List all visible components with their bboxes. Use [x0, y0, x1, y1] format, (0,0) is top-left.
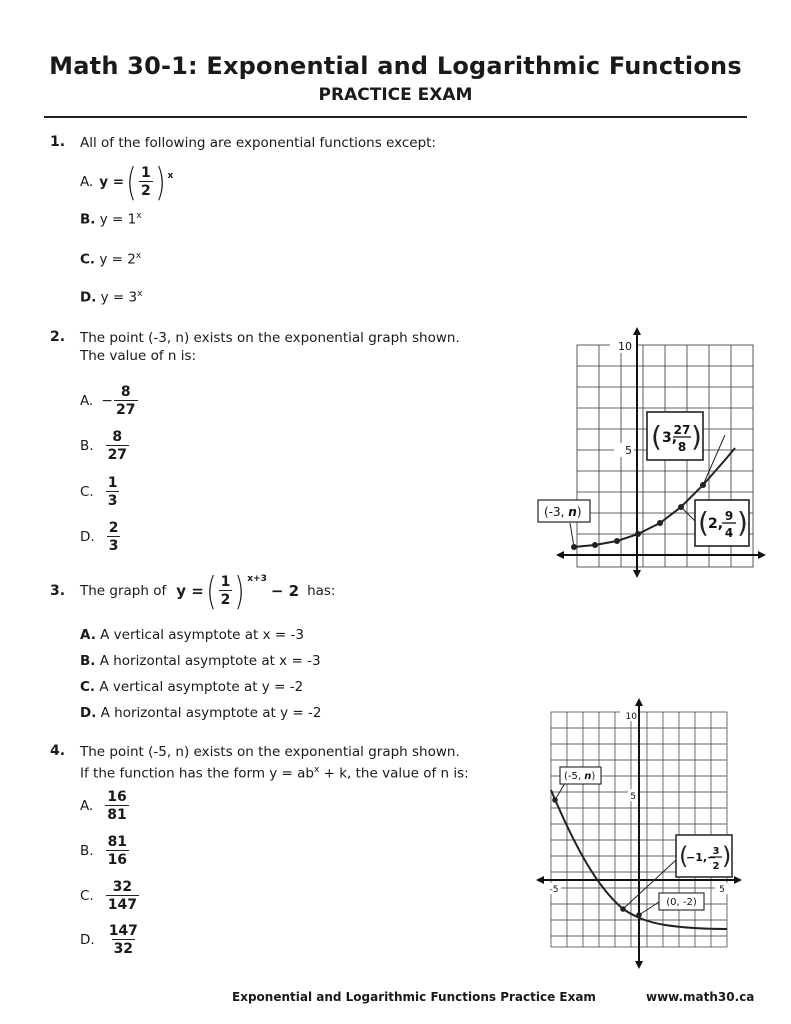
- q2-x-arrow-left-icon: [556, 551, 564, 559]
- q3-d-text: A horizontal asymptote at y = -2: [100, 705, 322, 721]
- q4-text-line1: The point (-5, n) exists on the exponential graph shown.: [80, 744, 460, 760]
- svg-text:2: 2: [712, 861, 720, 872]
- q2-label-p1: [647, 412, 703, 460]
- q4-y-arrow-down-icon: [635, 961, 643, 969]
- q1-a-lhs: y =: [99, 174, 125, 190]
- q1-option-d: [80, 289, 142, 306]
- option-letter: B.: [80, 211, 96, 228]
- header-divider: [44, 116, 747, 118]
- q3-number: 3.: [50, 583, 66, 599]
- fraction-denominator: 27: [116, 402, 136, 418]
- q4-line2-exp: x: [314, 765, 320, 775]
- q4-x-tick-neg5: -5: [549, 885, 559, 895]
- svg-text:(-5, n): (-5, n): [564, 771, 596, 782]
- q1-option-c: [80, 251, 141, 268]
- q2-option-c: [80, 475, 119, 509]
- fraction-numerator: 16: [107, 789, 127, 805]
- q4-a-fraction: [105, 789, 128, 823]
- q1-c-base: y = 2: [99, 251, 136, 268]
- q4-label-intercept: [659, 893, 704, 910]
- fraction-numerator: 32: [112, 879, 133, 895]
- option-letter: A.: [80, 798, 94, 814]
- left-paren: (: [206, 569, 217, 613]
- option-letter: A.: [80, 174, 94, 190]
- q4-line2-post: + k, the value of n is:: [319, 765, 469, 782]
- svg-text:): ): [691, 420, 702, 453]
- svg-text:3,: 3,: [662, 430, 678, 446]
- q3-suffix: has:: [307, 583, 336, 599]
- fraction-numerator: 1: [220, 574, 231, 590]
- page-subtitle: PRACTICE EXAM: [318, 85, 473, 105]
- q4-y-tick-5: 5: [630, 792, 636, 802]
- option-letter: C.: [80, 251, 96, 268]
- q2-graph: [530, 325, 770, 580]
- right-paren: ): [234, 569, 245, 613]
- q3-prefix: The graph of: [80, 583, 167, 599]
- svg-text:(-3, n): (-3, n): [544, 505, 582, 519]
- option-letter: B.: [80, 843, 94, 859]
- footer-website: www.math30.ca: [646, 990, 755, 1004]
- fraction-numerator: 1: [107, 475, 118, 491]
- q2-a-fraction: [114, 384, 137, 418]
- q4-y-tick-10: 10: [625, 712, 637, 722]
- option-letter: A.: [80, 393, 94, 409]
- option-letter: C.: [80, 484, 94, 500]
- svg-text:−1,−: −1,−: [686, 851, 717, 864]
- q2-option-b: [80, 429, 129, 463]
- option-letter: B.: [80, 653, 96, 669]
- q4-y-arrow-icon: [635, 698, 643, 706]
- q1-c-exponent: x: [135, 251, 142, 261]
- q1-text: All of the following are exponential functions except:: [80, 135, 436, 151]
- fraction-numerator: 147: [108, 923, 138, 939]
- q4-text-line2: [80, 761, 469, 783]
- q4-x-arrow-left-icon: [536, 876, 544, 884]
- page-title: Math 30-1: Exponential and Logarithmic Functions: [49, 52, 742, 80]
- svg-text:8: 8: [677, 440, 687, 454]
- svg-text:3: 3: [712, 846, 720, 857]
- svg-text:27: 27: [673, 423, 691, 437]
- q4-c-fraction: [106, 879, 139, 913]
- q1-d-exponent: x: [137, 289, 143, 299]
- q2-y-arrow-icon: [633, 327, 641, 335]
- fraction-denominator: 81: [107, 807, 127, 823]
- q1-a-fraction: [139, 165, 153, 199]
- q2-text-line1: The point (-3, n) exists on the exponential graph shown.: [80, 330, 460, 346]
- fraction-denominator: 27: [107, 447, 128, 463]
- q2-a-sign: −: [101, 393, 114, 409]
- q3-text: [80, 568, 335, 614]
- q4-option-d: [80, 923, 140, 957]
- q3-option-a: [80, 627, 304, 643]
- fraction-denominator: 3: [107, 493, 118, 509]
- q1-number: 1.: [50, 134, 66, 150]
- q3-a-text: A vertical asymptote at x = -3: [100, 627, 304, 643]
- svg-text:(: (: [651, 420, 662, 453]
- fraction-denominator: 147: [107, 897, 137, 913]
- q2-c-fraction: [106, 475, 120, 509]
- q3-option-d: [80, 705, 321, 721]
- fraction-denominator: 3: [108, 538, 119, 554]
- option-letter: D.: [80, 705, 97, 721]
- q4-option-c: [80, 879, 139, 913]
- q4-x-arrow-right-icon: [734, 876, 742, 884]
- q2-y-tick-10: 10: [618, 340, 632, 353]
- q1-b-exponent: x: [136, 211, 142, 221]
- fraction-numerator: 8: [112, 429, 123, 445]
- q4-graph: [535, 697, 775, 972]
- fraction-denominator: 2: [220, 592, 231, 608]
- svg-text:(0, -2): (0, -2): [666, 897, 697, 908]
- q3-fraction: [219, 574, 233, 608]
- option-letter: A.: [80, 627, 96, 643]
- q2-label-p2: [695, 500, 749, 546]
- q2-y-arrow-down-icon: [633, 570, 641, 578]
- fraction-numerator: 8: [120, 384, 131, 400]
- q1-option-b: [80, 211, 142, 228]
- q1-a-exponent: x: [167, 171, 174, 181]
- fraction-numerator: 1: [140, 165, 151, 181]
- option-letter: C.: [80, 888, 94, 904]
- q4-b-fraction: [106, 834, 129, 868]
- q3-tail: − 2: [270, 582, 300, 600]
- svg-text:(: (: [698, 506, 709, 539]
- q3-b-text: A horizontal asymptote at x = -3: [99, 653, 321, 669]
- svg-text:(: (: [679, 842, 689, 870]
- q3-option-b: [80, 653, 321, 669]
- q3-lhs: y =: [176, 582, 204, 600]
- svg-text:4: 4: [724, 526, 734, 540]
- q2-b-fraction: [106, 429, 129, 463]
- q4-x-tick-5: 5: [719, 885, 725, 895]
- q2-option-d: [80, 520, 120, 554]
- left-paren: (: [126, 160, 137, 204]
- q3-exponent: x+3: [247, 574, 267, 584]
- option-letter: C.: [80, 679, 96, 695]
- q1-b-base: y = 1: [99, 211, 137, 228]
- fraction-numerator: 2: [108, 520, 119, 536]
- q4-option-a: [80, 789, 129, 823]
- q2-text-line2: The value of n is:: [80, 348, 197, 364]
- right-paren: ): [154, 160, 166, 204]
- svg-text:2,: 2,: [708, 516, 724, 532]
- q1-d-base: y = 3: [100, 289, 138, 306]
- q1-option-a: [80, 160, 174, 204]
- q4-label-mid: [676, 835, 732, 877]
- q4-axes: [539, 701, 739, 965]
- q3-c-text: A vertical asymptote at y = -2: [99, 679, 304, 695]
- fraction-denominator: 2: [140, 183, 151, 199]
- fraction-denominator: 32: [113, 941, 134, 957]
- q2-y-tick-5: 5: [625, 444, 632, 457]
- option-letter: D.: [80, 529, 95, 545]
- q4-number: 4.: [50, 743, 66, 759]
- q2-label-left: [538, 500, 590, 522]
- q2-number: 2.: [50, 329, 66, 345]
- svg-text:9: 9: [724, 509, 734, 523]
- q4-d-fraction: [107, 923, 140, 957]
- q2-d-fraction: [107, 520, 121, 554]
- option-letter: B.: [80, 438, 94, 454]
- q4-line2-pre: If the function has the form y = ab: [80, 765, 315, 782]
- svg-text:): ): [737, 506, 748, 539]
- fraction-denominator: 16: [107, 852, 128, 868]
- option-letter: D.: [80, 289, 97, 306]
- svg-text:): ): [722, 842, 732, 870]
- q3-option-c: [80, 679, 303, 695]
- footer-title: Exponential and Logarithmic Functions Practice Exam: [232, 990, 596, 1004]
- q4-label-left: [560, 767, 601, 784]
- fraction-numerator: 81: [107, 834, 128, 850]
- option-letter: D.: [80, 932, 95, 948]
- q2-x-arrow-right-icon: [758, 551, 766, 559]
- q4-option-b: [80, 834, 129, 868]
- q2-option-a: [80, 384, 138, 418]
